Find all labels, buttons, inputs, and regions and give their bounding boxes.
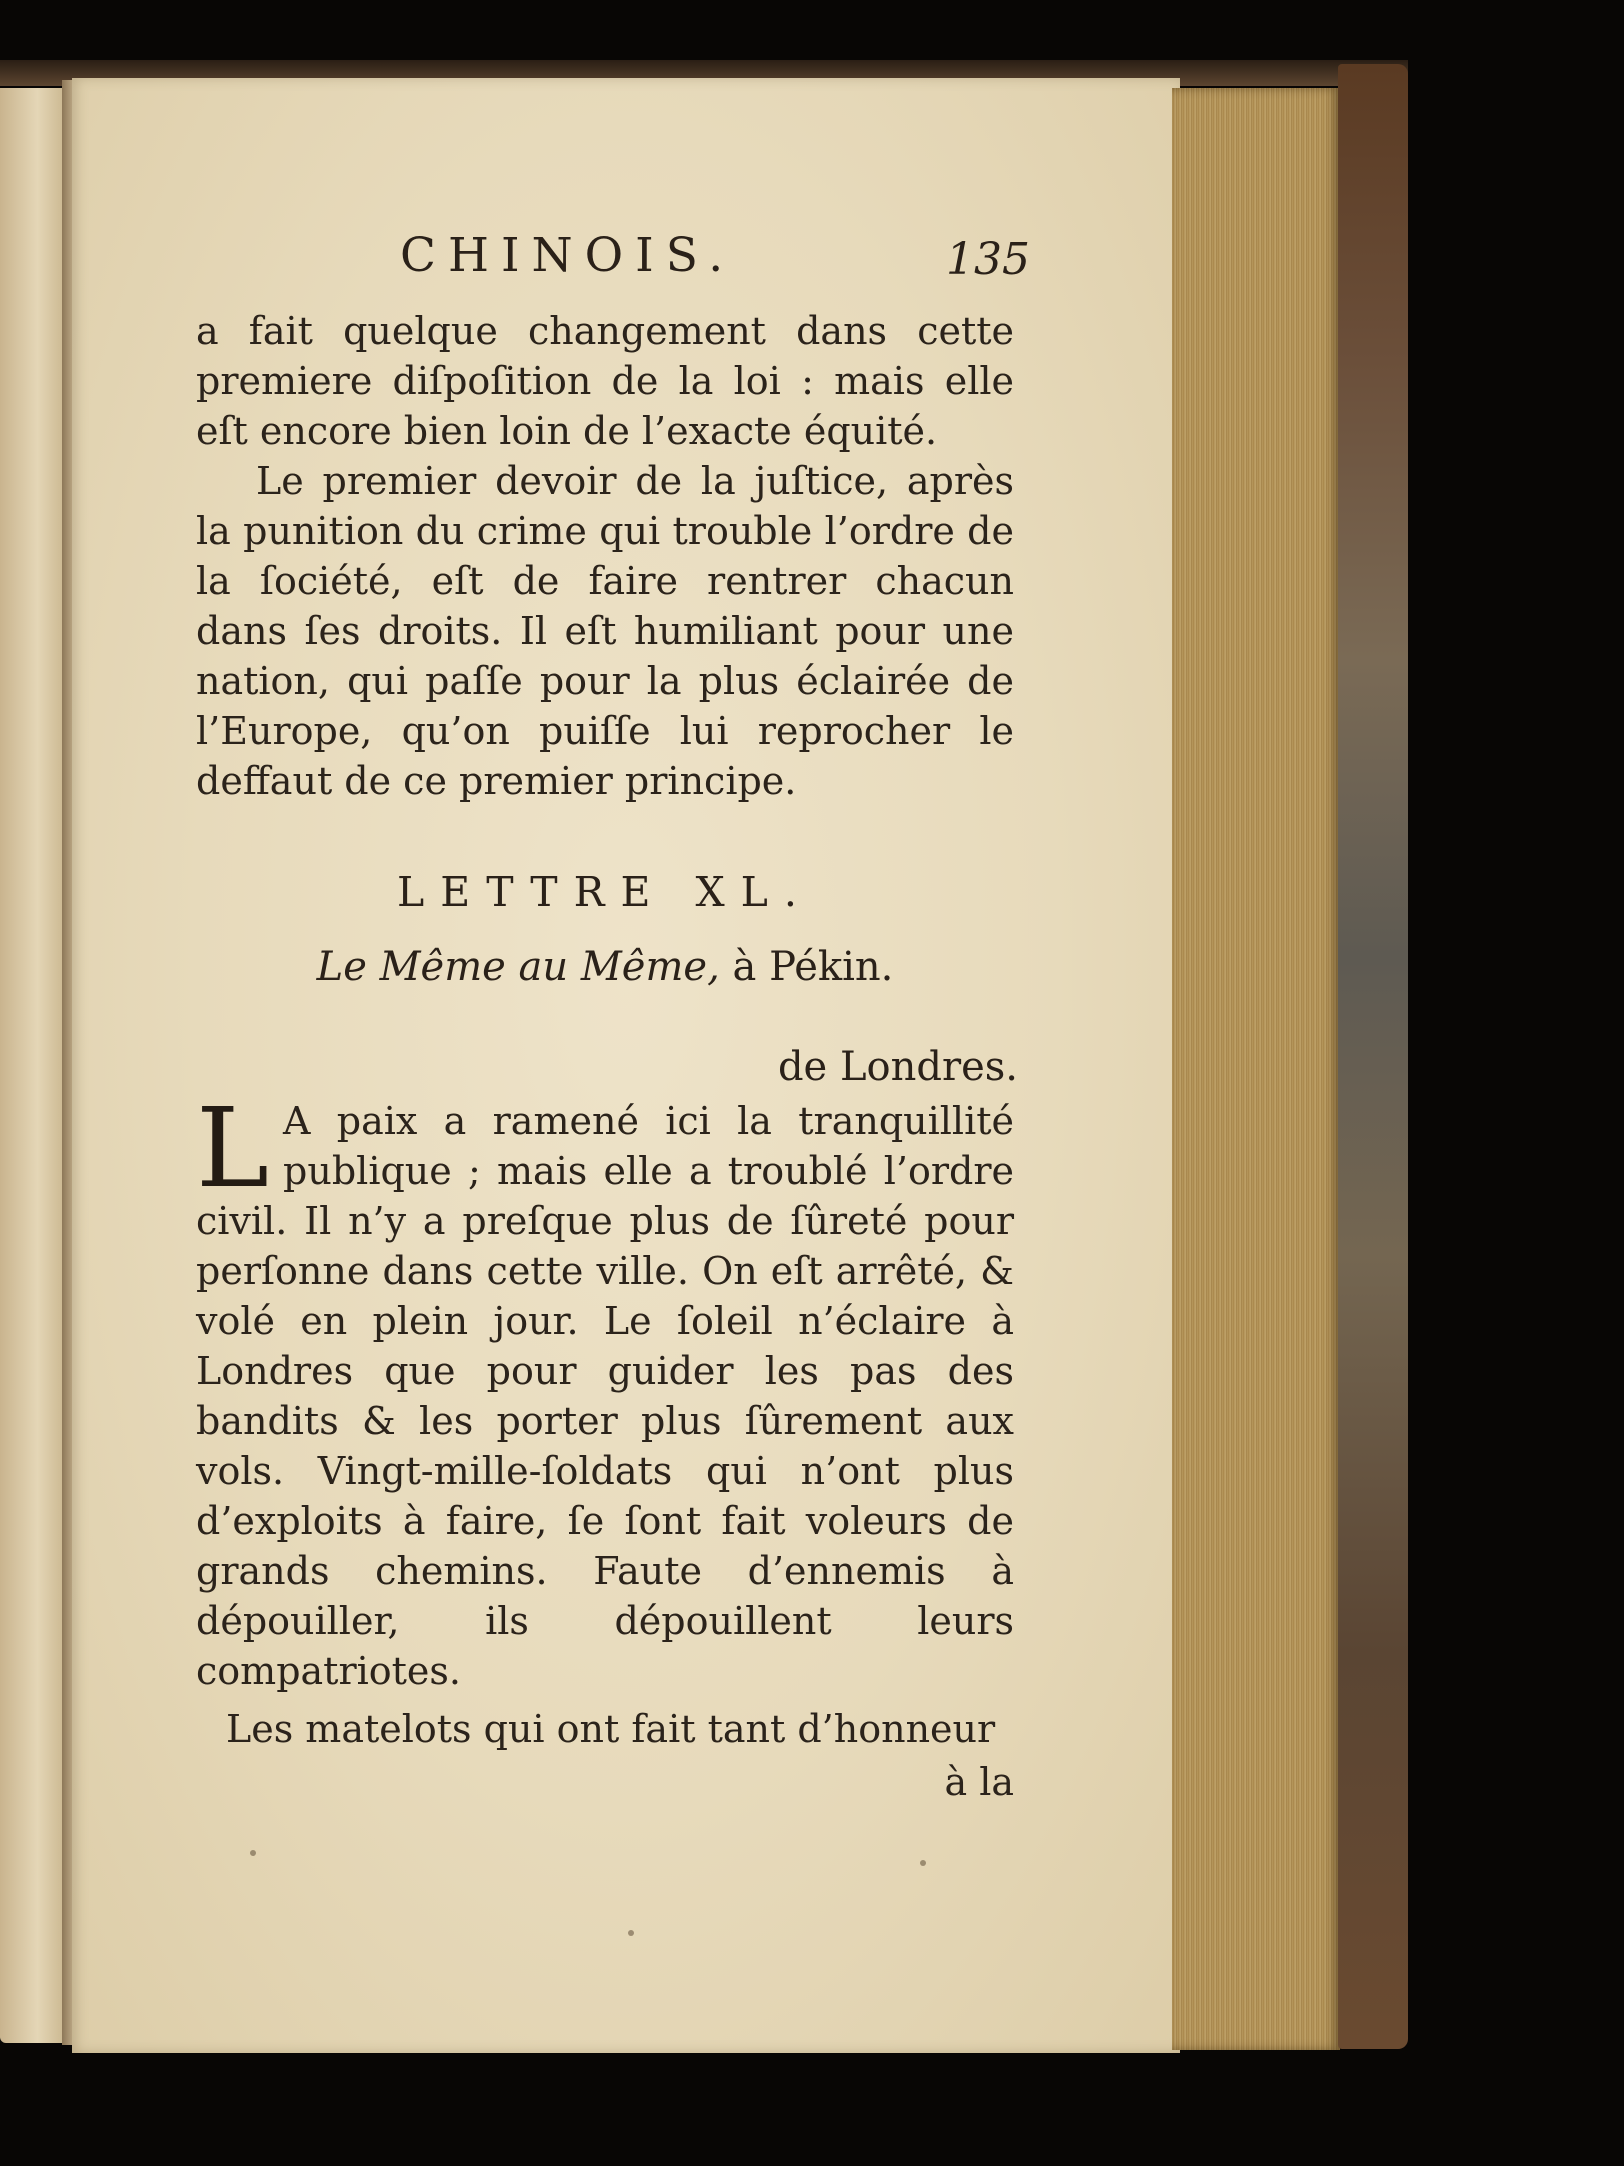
facing-page-edge <box>0 88 68 2043</box>
dateline: de Londres. <box>777 1044 1018 1090</box>
paragraph-continuation: a fait quelque changement dans cette premiere diſpoſition de la loi : mais elle eſt encore bien loin de l’exacte équité. <box>196 309 1014 453</box>
paper-fleck <box>628 1930 634 1936</box>
paper-fleck <box>920 1860 926 1866</box>
running-title: CHINOIS. <box>400 228 736 283</box>
letter-heading: LETTRE XL. <box>397 868 813 916</box>
paragraph-london <box>196 1084 1014 1696</box>
paragraph-justice: Le premier devoir de la juſtice, après la punition du crime qui trouble l’ordre de la ſociété, eſt de faire rentrer chacun dans ſes droits. Il eſt humiliant pour une nation, qui paſſe pour la plus éclairée de l’Europe, qu’on puiſſe lui reprocher le deffaut de ce premier principe. <box>196 459 1014 803</box>
page-number: 135 <box>946 234 1030 285</box>
subtitle-roman: à Pékin. <box>732 944 894 990</box>
leather-cover <box>1338 64 1408 2049</box>
paper-fleck <box>250 1850 256 1856</box>
paragraph-sailors: Les matelots qui ont fait tant d’honneur <box>226 1707 996 1751</box>
running-head <box>180 228 1030 292</box>
paragraph-london-text: A paix a ramené ici la tranquillité publique ; mais elle a troublé l’ordre civil. Il n’y a preſque plus de ſûreté pour perſonne dans cette ville. On eſt arrêté, & volé en plein jour. Le ſoleil n’éclaire à Londres que pour guider les pas des bandits & les porter plus ſûrement aux vols. Vingt-mille-ſoldats qui n’ont plus d’exploits à faire, ſe ſont fait voleurs de grands chemins. Faute d’ennemis à dépouiller, ils dépouillent leurs compatriotes. <box>196 1099 1014 1693</box>
page-edges <box>1172 88 1340 2050</box>
drop-cap: L <box>196 1084 270 1212</box>
catchword: à la <box>944 1760 1014 1804</box>
letter-subtitle <box>196 944 1014 990</box>
subtitle-italic: Le Même au Même, <box>316 944 720 990</box>
